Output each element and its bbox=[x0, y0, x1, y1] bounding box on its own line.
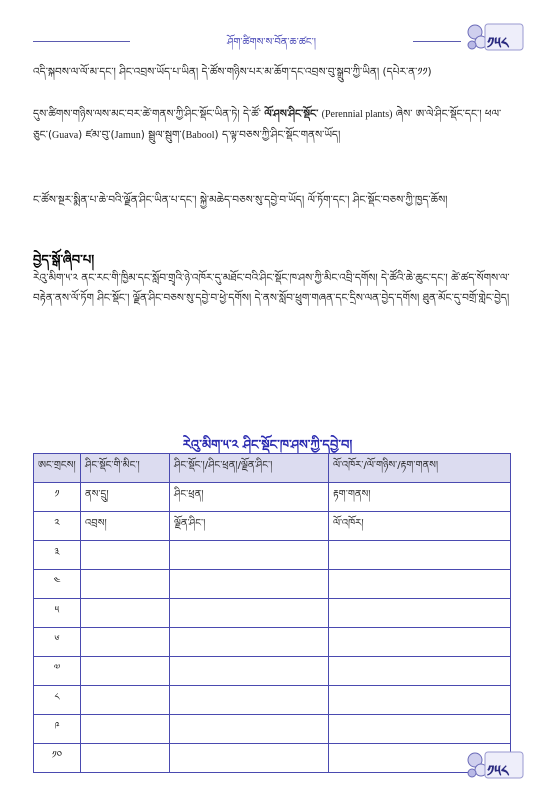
row-number: ༤ bbox=[34, 570, 81, 599]
table-row bbox=[34, 686, 511, 715]
lifespan-cell bbox=[329, 599, 511, 628]
classification-table bbox=[33, 453, 511, 773]
plant-name-cell bbox=[81, 657, 170, 686]
p2-text-a: དུས་ཚིགས་གཉིས་ལས་མང་བར་ཚེ་གནས་ཀྱི་ཤིང་སྡོང་ཡིན་ཏེ། དེ་ཚོ་ bbox=[33, 108, 261, 120]
plant-name-cell bbox=[81, 541, 170, 570]
p2-guava: Guava bbox=[52, 130, 79, 141]
body-paragraph-4 bbox=[33, 268, 511, 308]
table-row bbox=[34, 599, 511, 628]
row-number: ༡༠ bbox=[34, 744, 81, 773]
lifespan-cell bbox=[329, 686, 511, 715]
p2-text-j: ) ད་ལྟ་བཅས་ཀྱི་ཤིང་སྡོང་གནས་ཡོད། bbox=[214, 129, 341, 141]
row-number: ༢ bbox=[34, 512, 81, 541]
p2-term-english: (Perennial plants) bbox=[321, 109, 393, 120]
plant-type-cell bbox=[170, 599, 329, 628]
table-row bbox=[34, 570, 511, 599]
plant-type-cell bbox=[170, 628, 329, 657]
plant-name-cell bbox=[81, 686, 170, 715]
plant-type-cell bbox=[170, 657, 329, 686]
row-number: ༩ bbox=[34, 715, 81, 744]
lifespan-cell bbox=[329, 715, 511, 744]
p2-text-d: ཞེས་ ཨ་ལེ་ཤིང་སྡོང་དང་། ཕལ་ཅུང་( bbox=[33, 108, 502, 141]
plant-name-cell bbox=[81, 744, 170, 773]
lifespan-cell: རྟག་གནས། bbox=[329, 483, 511, 512]
paragraph-1: འདི་སྐབས་ལ་ལོ་མ་དང་། ཤིང་འབྲས་ཡོད་པ་ཡིན། དེ་ཚོས་གཉིས་པར་མ་ཆོག་དང་འབྲས་བུ་སྒྲུབ་ཀྱི་ཡིན། (དཔེར་ན་༡༡) bbox=[33, 66, 432, 78]
plant-name-cell bbox=[81, 715, 170, 744]
table-row bbox=[34, 628, 511, 657]
paragraph-3: ང་ཚོས་སྔར་སྨིན་པ་ཆེ་བའི་ལྗོན་ཤིང་ཡིན་པ་དང་། སྐྱེ་མཆེད་བཅས་སུ་དབྱེ་བ་ཡོད། ལོ་ཏོག་དང་། ཤིང་སྡོང་བཅས་ཀྱི་ཁྱད་ཆོས། bbox=[33, 194, 448, 206]
plant-type-cell bbox=[170, 744, 329, 773]
page-number-top bbox=[465, 20, 525, 54]
header-cell-lifespan: ལོ་འཁོར་/ལོ་གཉིས་/རྟག་གནས། bbox=[329, 454, 511, 483]
body-paragraph-3 bbox=[33, 190, 511, 210]
paragraph-4: རེའུ་མིག་༥་༢ ནང་རང་གི་ཁྱིམ་དང་སློབ་གྲྭའི་ཉེ་འཁོར་དུ་མཐོང་བའི་ཤིང་སྡོང་ཁ་ཤས་ཀྱི་མིང་འབྲི་དགོས། དེ་ཚོའི་ཆེ་ཆུང་དང་། ཚེ་ཚད་སོགས་ལ་བརྟེན་ནས་ལོ་ཏོག ཤིང་སྡོང་། ལྗོན་ཤིང་བཅས་སུ་དབྱེ་བ་ཕྱེ་དགོས། དེ་ནས་སློབ་ཕྲུག་གཞན་དང་དྲིས་ལན་བྱེད་དགོས། ཐུན་མོང་དུ་བགྲོ་གླེང་བྱེད། bbox=[33, 272, 510, 304]
header-rule-right bbox=[413, 41, 461, 42]
row-number: ༣ bbox=[34, 541, 81, 570]
table-title: རེའུ་མིག་༥་༢ ཤིང་སྡོང་ཁ་ཤས་ཀྱི་དབྱེ་བ། bbox=[182, 438, 353, 453]
plant-type-cell: ལྗོན་ཤིང་། bbox=[170, 512, 329, 541]
header-cell-plant-name: ཤིང་སྡོང་གི་མིང་། bbox=[81, 454, 170, 483]
plant-type-cell bbox=[170, 686, 329, 715]
body-paragraph-2 bbox=[33, 104, 511, 146]
lifespan-cell bbox=[329, 541, 511, 570]
header-cell-number: ཨང་གྲངས། bbox=[34, 454, 81, 483]
plant-name-cell: ནས་དྲུ། bbox=[81, 483, 170, 512]
header-cell-plant-type: ཤིང་སྡོང་།/ཤིང་ཕྲན།/ལྗོན་ཤིང་། bbox=[170, 454, 329, 483]
row-number: ༦ bbox=[34, 628, 81, 657]
table-row bbox=[34, 541, 511, 570]
table-row bbox=[34, 657, 511, 686]
running-title: ཤོག་ཚིགས་ས་བོན་ཆ་ཚང་། bbox=[227, 37, 316, 48]
plant-name-cell bbox=[81, 628, 170, 657]
table-row bbox=[34, 744, 511, 773]
p2-jamun: Jamun bbox=[114, 130, 141, 141]
paragraph-2 bbox=[33, 104, 511, 146]
lifespan-cell bbox=[329, 628, 511, 657]
plant-type-cell bbox=[170, 715, 329, 744]
lifespan-cell: ལོ་འཁོར། bbox=[329, 512, 511, 541]
plant-name-cell bbox=[81, 570, 170, 599]
p2-babool: Babool bbox=[185, 130, 215, 141]
p2-text-f: ) ཛམ་བུ་( bbox=[78, 129, 115, 141]
p2-term: ལོ་ཤས་ཤིང་སྡོང་ bbox=[264, 108, 319, 120]
table-row bbox=[34, 483, 511, 512]
table-row bbox=[34, 715, 511, 744]
page-number: ༡༥༨ bbox=[487, 34, 509, 52]
row-number: ༨ bbox=[34, 686, 81, 715]
plant-type-cell: ཤིང་ཕྲན། bbox=[170, 483, 329, 512]
plant-type-cell bbox=[170, 541, 329, 570]
row-number: ༡ bbox=[34, 483, 81, 512]
lifespan-cell bbox=[329, 570, 511, 599]
page-header bbox=[0, 0, 535, 60]
page-number: ༡༥༨ bbox=[487, 762, 509, 780]
table-header-row bbox=[34, 454, 511, 483]
section-heading: བྱེད་སྒོ་ཞིབ་པ། bbox=[33, 253, 95, 268]
plant-name-cell bbox=[81, 599, 170, 628]
p2-text-h: ) སྦྲུལ་སྦུག་( bbox=[140, 129, 186, 141]
page-number-bottom bbox=[465, 748, 525, 782]
lifespan-cell bbox=[329, 657, 511, 686]
row-number: ༧ bbox=[34, 657, 81, 686]
body-paragraph-1 bbox=[33, 62, 511, 82]
table-row bbox=[34, 512, 511, 541]
plant-type-cell bbox=[170, 570, 329, 599]
header-rule-left bbox=[33, 41, 130, 42]
plant-name-cell: འབྲས། bbox=[81, 512, 170, 541]
row-number: ༥ bbox=[34, 599, 81, 628]
